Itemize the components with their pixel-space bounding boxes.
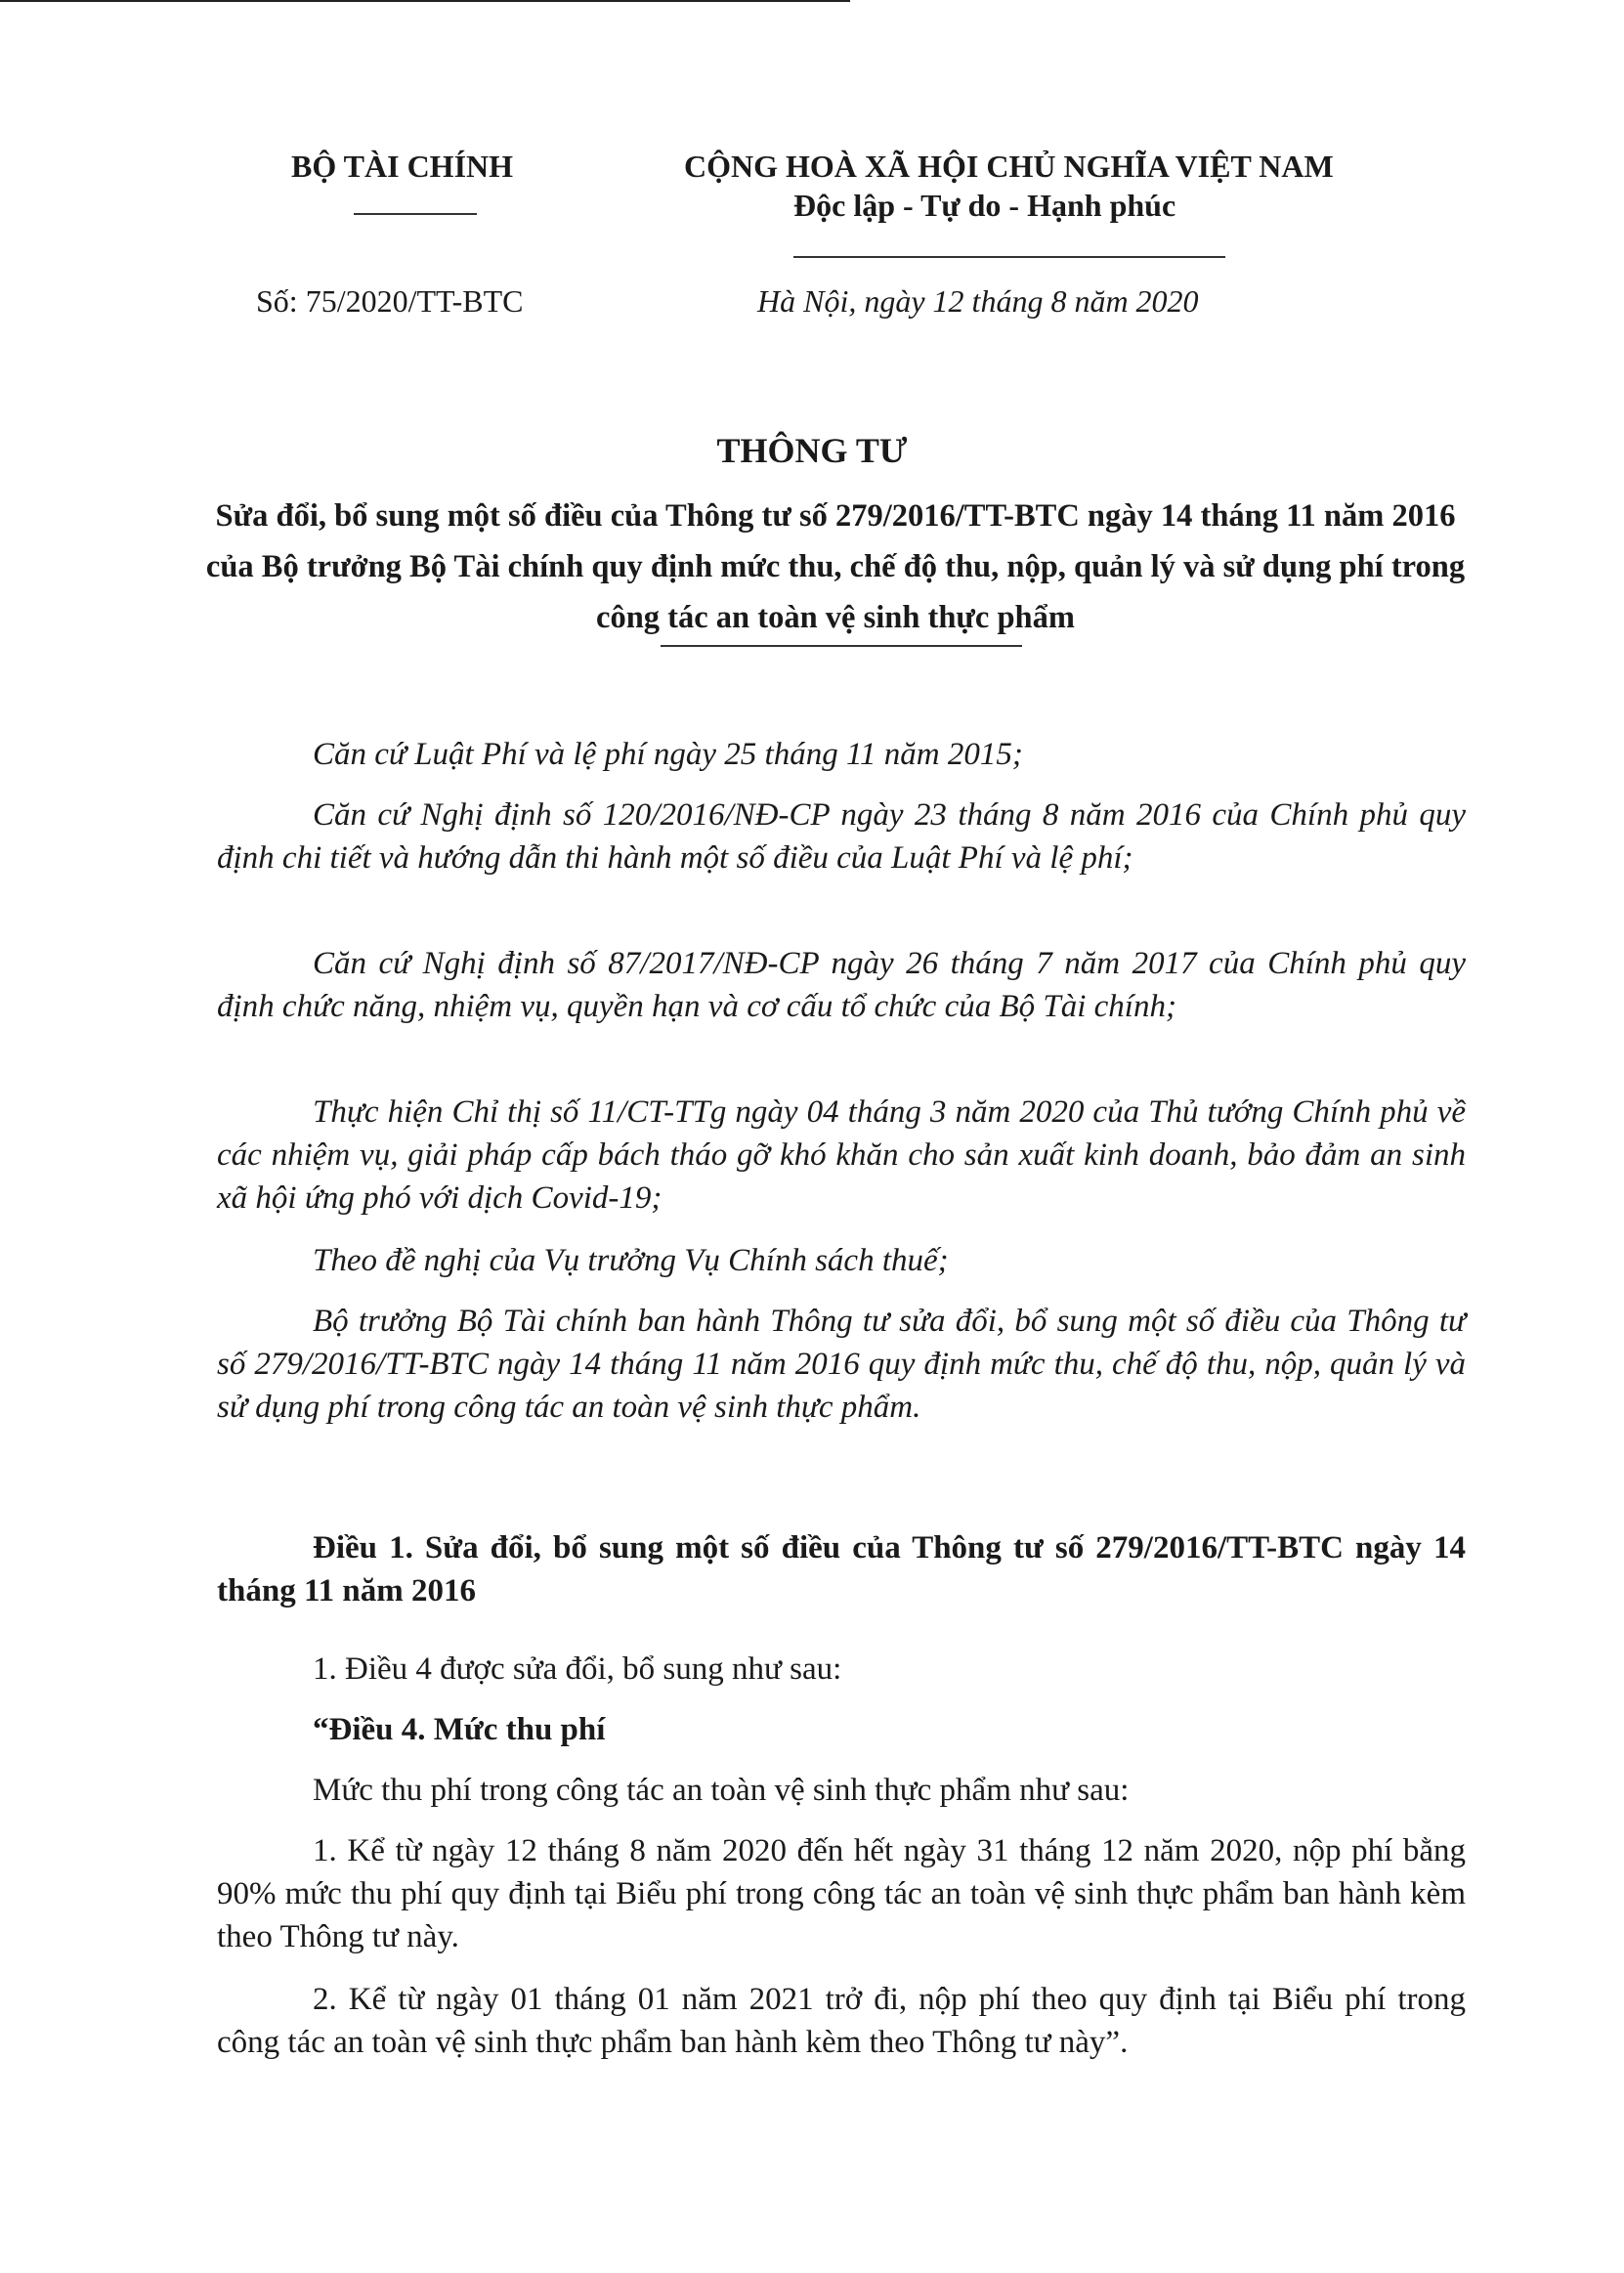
article-4-heading: “Điều 4. Mức thu phí (313, 1712, 606, 1747)
preamble-5: Theo đề nghị của Vụ trưởng Vụ Chính sách thuế; (313, 1243, 949, 1278)
motto-underline (793, 256, 1225, 258)
preamble-1: Căn cứ Luật Phí và lệ phí ngày 25 tháng 11 năm 2015; (313, 737, 1023, 772)
article-1-item-1: 1. Điều 4 được sửa đổi, bổ sung như sau: (313, 1651, 842, 1687)
preamble-2: Căn cứ Nghị định số 120/2016/NĐ-CP ngày 23 tháng 8 năm 2016 của Chính phủ quy định chi tiết và hướng dẫn thi hành một số điều của Luật Phí và lệ phí; (217, 797, 1466, 876)
article-4-clause-2: 2. Kể từ ngày 01 tháng 01 năm 2021 trở đi, nộp phí theo quy định tại Biểu phí trong công tác an toàn vệ sinh thực phẩm ban hành kèm theo Thông tư này”. (217, 1982, 1466, 2060)
ministry-underline (354, 213, 477, 215)
article-4-clause-1: 1. Kể từ ngày 12 tháng 8 năm 2020 đến hết ngày 31 tháng 12 năm 2020, nộp phí bằng 90% mức thu phí quy định tại Biểu phí trong công tác an toàn vệ sinh thực phẩm ban hành kèm theo Thông tư này. (217, 1833, 1466, 1954)
title-underline (661, 645, 1022, 647)
document-subtitle: Sửa đổi, bổ sung một số điều của Thông tư số 279/2016/TT-BTC ngày 14 tháng 11 năm 2016 của Bộ trưởng Bộ Tài chính quy định mức thu, chế độ thu, nộp, quản lý và sử dụng phí trong công tác an toàn vệ sinh thực phẩm (205, 498, 1466, 635)
article-4-intro: Mức thu phí trong công tác an toàn vệ sinh thực phẩm như sau: (313, 1773, 1130, 1808)
preamble-4: Thực hiện Chỉ thị số 11/CT-TTg ngày 04 tháng 3 năm 2020 của Thủ tướng Chính phủ về các nhiệm vụ, giải pháp cấp bách tháo gỡ khó khăn cho sản xuất kinh doanh, bảo đảm an sinh xã hội ứng phó với dịch Covid-19; (217, 1094, 1466, 1216)
article-1-heading: Điều 1. Sửa đổi, bổ sung một số điều của Thông tư số 279/2016/TT-BTC ngày 14 tháng 11 năm 2016 (217, 1530, 1466, 1608)
place-and-date: Hà Nội, ngày 12 tháng 8 năm 2020 (757, 283, 1199, 319)
preamble-6: Bộ trưởng Bộ Tài chính ban hành Thông tư sửa đổi, bổ sung một số điều của Thông tư số 279/2016/TT-BTC ngày 14 tháng 11 năm 2016 quy định mức thu, chế độ thu, nộp, quản lý và sử dụng phí trong công tác an toàn vệ sinh thực phẩm. (217, 1304, 1466, 1425)
ministry-name: BỘ TÀI CHÍNH (291, 149, 514, 184)
republic-name: CỘNG HOÀ XÃ HỘI CHỦ NGHĨA VIỆT NAM (684, 149, 1334, 184)
national-motto: Độc lập - Tự do - Hạnh phúc (793, 188, 1176, 223)
scan-top-edge-line (0, 0, 850, 2)
preamble-3: Căn cứ Nghị định số 87/2017/NĐ-CP ngày 26 tháng 7 năm 2017 của Chính phủ quy định chức năng, nhiệm vụ, quyền hạn và cơ cấu tổ chức của Bộ Tài chính; (217, 946, 1466, 1024)
document-title: THÔNG TƯ (716, 431, 908, 470)
document-number: Số: 75/2020/TT-BTC (256, 283, 524, 319)
